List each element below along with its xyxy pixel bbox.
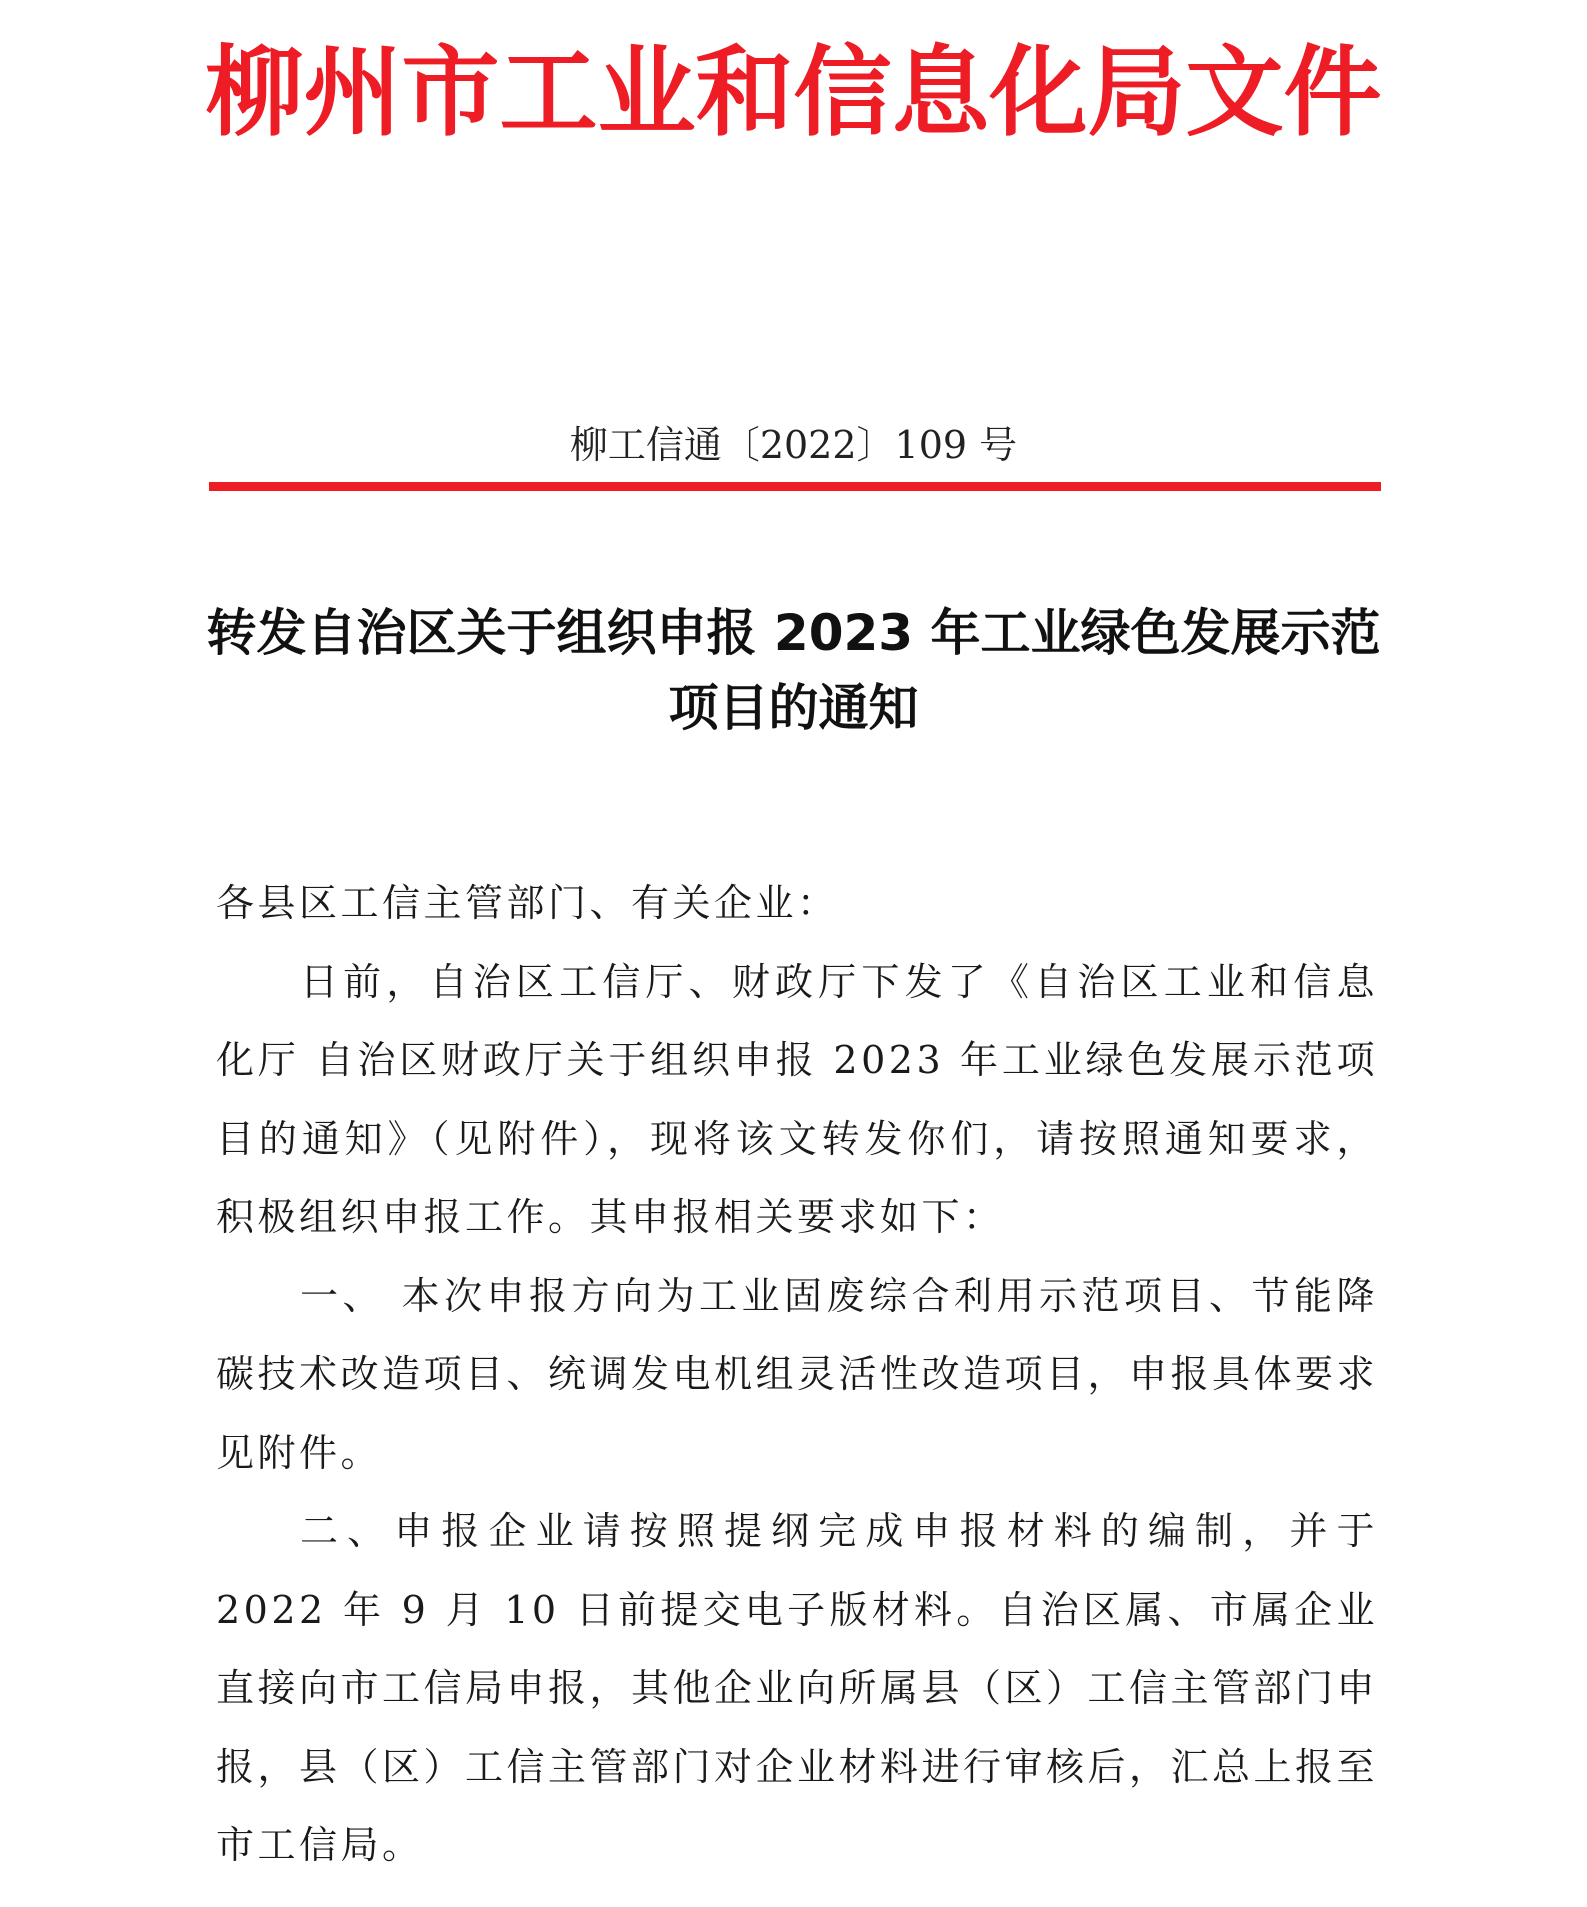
document-body [216, 864, 1378, 1885]
document-title: 转发自治区关于组织申报 2023 年工业绿色发展示范项目的通知 [206, 604, 1381, 737]
body-paragraph: 一、 本次申报方向为工业固废综合利用示范项目、节能降碳技术改造项目、统调发电机组灵活性改造项目，申报具体要求见附件。 [216, 1273, 1379, 1475]
red-divider-line [209, 482, 1381, 491]
agency-masthead: 柳州市工业和信息化局文件 [205, 36, 1382, 150]
document-number: 柳工信通〔2022〕109 号 [569, 423, 1018, 467]
salutation: 各县区工信主管部门、有关企业： [216, 881, 839, 925]
body-paragraph: 日前，自治区工信厅、财政厅下发了《自治区工业和信息化厅 自治区财政厅关于组织申报 2023 年工业绿色发展示范项目的通知》（见附件），现将该文转发你们，请按照通知要求，积极组织申报工作。其申报相关要求如下： [216, 959, 1378, 1239]
body-paragraph: 二、申报企业请按照提纲完成申报材料的编制，并于 2022 年 9 月 10 日前提交电子版材料。自治区属、市属企业直接向市工信局申报，其他企业向所属县（区）工信主管部门申报，县（区）工信主管部门对企业材料进行审核后，汇总上报至市工信局。 [216, 1509, 1379, 1867]
